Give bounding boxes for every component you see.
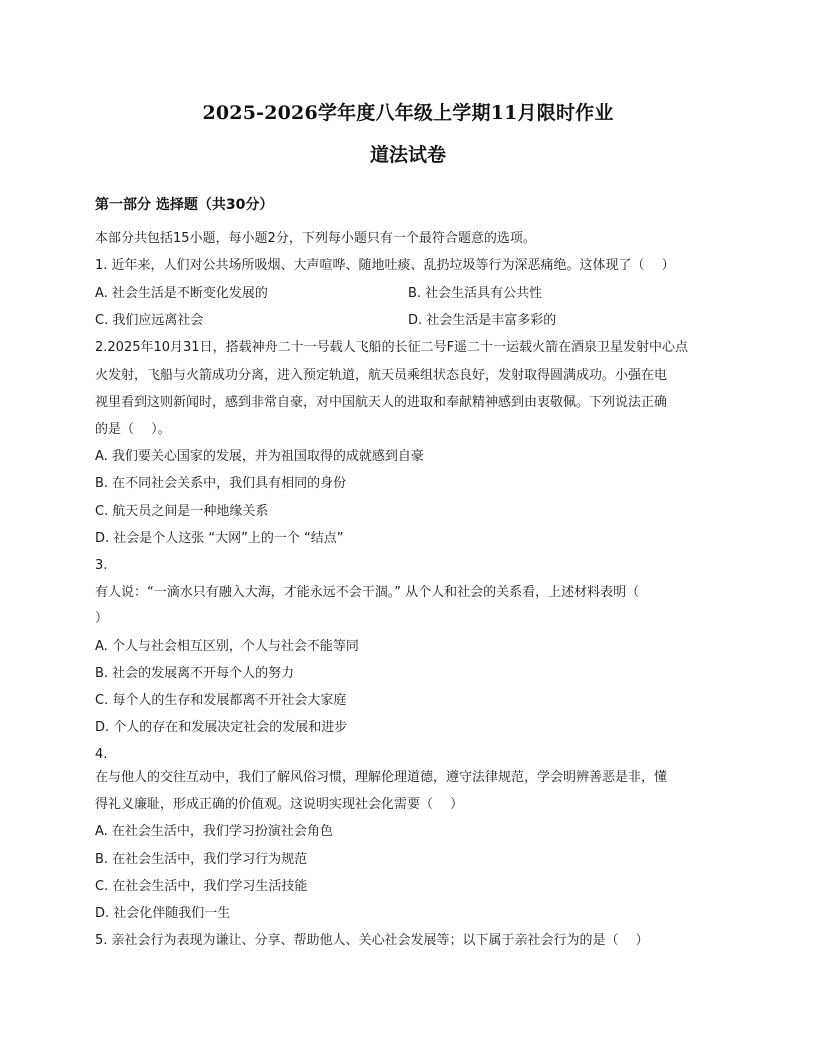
question-5-stem: 5. 亲社会行为表现为谦让、分享、帮助他人、关心社会发展等；以下属于亲社会行为的是（ ） bbox=[95, 933, 649, 948]
question-3-stem-line-2: ） bbox=[95, 611, 109, 626]
question-3-stem-line-1: 有人说：“一滴水只有融入大海，才能永远不会干涸。” 从个人和社会的关系看，上述材料表明（ bbox=[95, 585, 640, 600]
question-2-stem-line-1: 2.2025年10月31日，搭载神舟二十一号载人飞船的长征二号F遥二十一运载火箭在酒泉卫星发射中心点 bbox=[95, 340, 689, 355]
question-4-stem-line-1: 在与他人的交往互动中，我们了解风俗习惯，理解伦理道德，遵守法律规范，学会明辨善恶是非，懂 bbox=[95, 770, 668, 785]
question-1-option-d: D. 社会生活是丰富多彩的 bbox=[408, 313, 557, 328]
question-2-stem-line-3: 视里看到这则新闻时，感到非常自豪，对中国航天人的进取和奉献精神感到由衷敬佩。下列说法正确 bbox=[95, 395, 668, 410]
question-3-option-d: D. 个人的存在和发展决定社会的发展和进步 bbox=[95, 720, 348, 735]
exam-subtitle: 道法试卷 bbox=[369, 144, 446, 166]
question-4-option-b: B. 在社会生活中，我们学习行为规范 bbox=[95, 852, 308, 867]
section-heading: 第一部分 选择题（共30分） bbox=[95, 197, 274, 213]
question-1-option-a: A. 社会生活是不断变化发展的 bbox=[95, 286, 268, 301]
question-2-option-b: B. 在不同社会关系中，我们具有相同的身份 bbox=[95, 476, 347, 491]
question-2-stem-line-2: 火发射，飞船与火箭成功分离，进入预定轨道，航天员乘组状态良好，发射取得圆满成功。小强在电 bbox=[95, 368, 668, 383]
question-1-stem: 1. 近年来，人们对公共场所吸烟、大声喧哗、随地吐痰、乱扔垃圾等行为深恶痛绝。这体现了（ ） bbox=[95, 258, 675, 273]
exam-title: 2025-2026学年度八年级上学期11月限时作业 bbox=[202, 102, 614, 124]
question-3-number: 3. bbox=[95, 558, 108, 573]
question-2-option-c: C. 航天员之间是一种地缘关系 bbox=[95, 504, 269, 519]
question-3-option-a: A. 个人与社会相互区别，个人与社会不能等同 bbox=[95, 639, 359, 654]
question-4-option-a: A. 在社会生活中，我们学习扮演社会角色 bbox=[95, 824, 333, 839]
question-3-option-b: B. 社会的发展离不开每个人的努力 bbox=[95, 666, 295, 681]
question-4-option-c: C. 在社会生活中，我们学习生活技能 bbox=[95, 879, 308, 894]
question-4-option-d: D. 社会化伴随我们一生 bbox=[95, 906, 231, 921]
question-2-stem-line-4: 的是（ ）。 bbox=[95, 422, 171, 437]
question-3-option-c: C. 每个人的生存和发展都离不开社会大家庭 bbox=[95, 693, 347, 708]
question-2-option-d: D. 社会是个人这张 “大网”上的一个 “结点” bbox=[95, 531, 344, 546]
section-instructions: 本部分共包括15小题，每小题2分，下列每小题只有一个最符合题意的选项。 bbox=[95, 231, 536, 246]
question-4-stem-line-2: 得礼义廉耻，形成正确的价值观。这说明实现社会化需要（ ） bbox=[95, 797, 464, 812]
question-2-option-a: A. 我们要关心国家的发展，并为祖国取得的成就感到自豪 bbox=[95, 449, 424, 464]
question-1-option-b: B. 社会生活具有公共性 bbox=[408, 286, 543, 301]
question-1-option-c: C. 我们应远离社会 bbox=[95, 313, 204, 328]
question-4-number: 4. bbox=[95, 747, 108, 762]
